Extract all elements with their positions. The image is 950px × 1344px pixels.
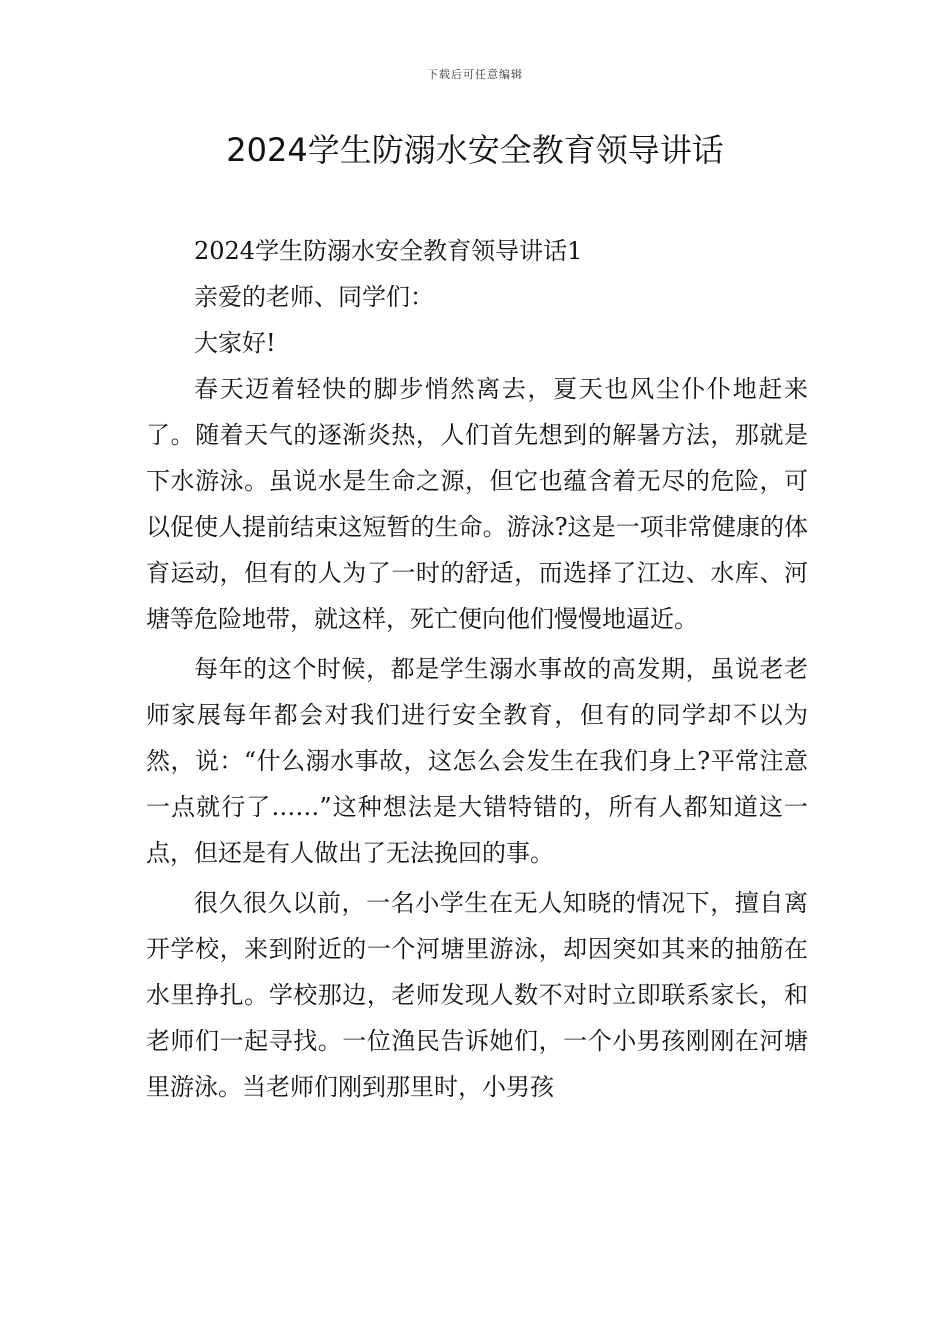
- body-paragraph: 很久很久以前，一名小学生在无人知晓的情况下，擅自离开学校，来到附近的一个河塘里游泳，却因突如其来的抽筋在水里挣扎。学校那边，老师发现人数不对时立即联系家长，和老师们一起寻找。一位渔民告诉她们，一个小男孩刚刚在河塘里游泳。当老师们刚到那里时，小男孩: [146, 889, 808, 1101]
- body-paragraph: 春天迈着轻快的脚步悄然离去，夏天也风尘仆仆地赶来了。随着天气的逐渐炎热，人们首先想到的解暑方法，那就是下水游泳。虽说水是生命之源，但它也蕴含着无尽的危险，可以促使人提前结束这短暂的生命。游泳?这是一项非常健康的体育运动，但有的人为了一时的舒适，而选择了江边、水库、河塘等危险地带，就这样，死亡便向他们慢慢地逼近。: [146, 375, 808, 633]
- greeting: 大家好!: [194, 329, 276, 357]
- body-paragraph: 每年的这个时候，都是学生溺水事故的高发期，虽说老老师家展每年都会对我们进行安全教育，但有的同学却不以为然，说：“什么溺水事故，这怎么会发生在我们身上?平常注意一点就行了……”这种想法是大错特错的，所有人都知道这一点，但还是有人做出了无法挽回的事。: [146, 655, 808, 867]
- section-heading: 2024学生防溺水安全教育领导讲话1: [194, 237, 583, 265]
- salutation: 亲爱的老师、同学们：: [194, 283, 434, 311]
- header-note: 下载后可任意编辑: [427, 68, 523, 81]
- document-title: 2024学生防溺水安全教育领导讲话: [226, 131, 724, 169]
- document-body: [146, 228, 808, 1110]
